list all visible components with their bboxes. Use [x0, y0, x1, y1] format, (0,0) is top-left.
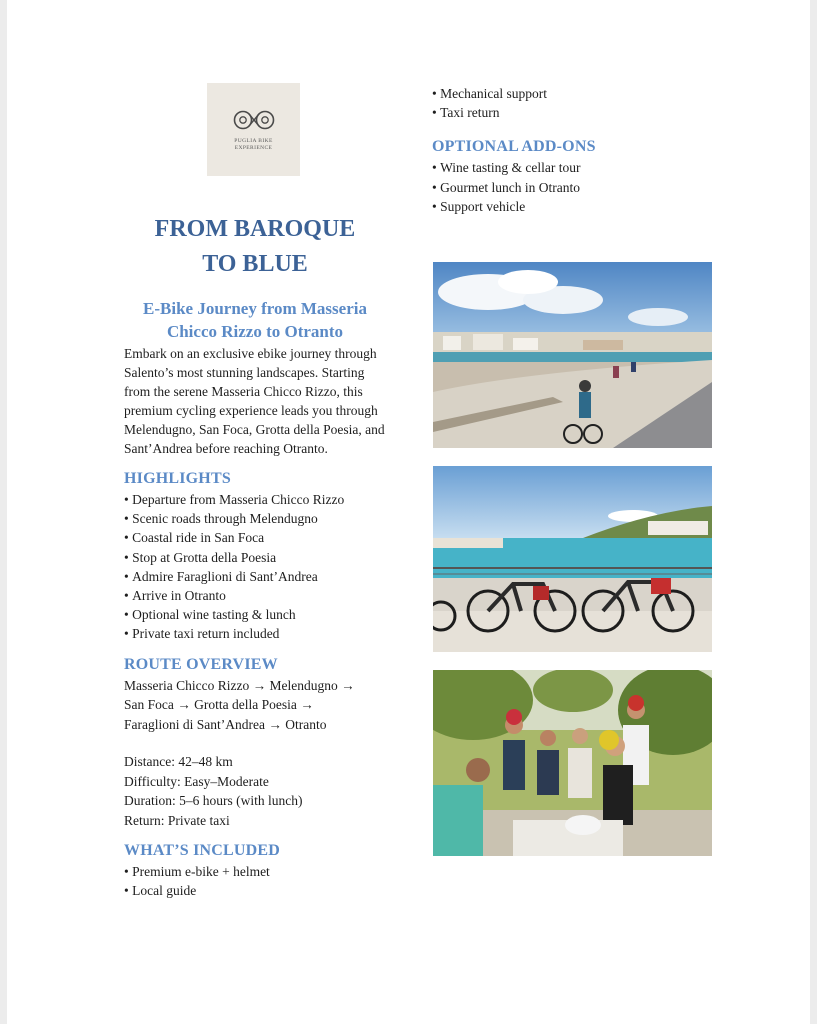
highlights-list	[124, 490, 386, 644]
page-title	[124, 212, 386, 282]
list-item: • Stop at Grotta della Poesia	[124, 548, 386, 567]
stat-difficulty: Difficulty: Easy–Moderate	[124, 773, 269, 789]
list-item: • Scenic roads through Melendugno	[124, 509, 386, 528]
route-stats	[124, 752, 386, 830]
list-item: • Local guide	[124, 881, 386, 900]
list-item: • Coastal ride in San Foca	[124, 528, 386, 547]
title-line-2: TO BLUE	[202, 251, 308, 277]
route-line: San Foca → Grotta della Poesia →	[124, 697, 314, 713]
brand-logo	[207, 83, 300, 176]
list-item: • Mechanical support	[432, 84, 712, 103]
addons-list	[432, 158, 712, 216]
included-heading: WHAT’S INCLUDED	[124, 842, 281, 860]
list-item: • Premium e-bike + helmet	[124, 862, 386, 881]
list-item: • Support vehicle	[432, 197, 712, 216]
list-item: • Departure from Masseria Chicco Rizzo	[124, 490, 386, 509]
photo-ebikes-seaside	[433, 466, 712, 652]
page-subtitle	[124, 297, 386, 343]
page-edge-right	[810, 0, 817, 1024]
list-item: • Private taxi return included	[124, 624, 386, 643]
list-item: • Arrive in Otranto	[124, 586, 386, 605]
intro-paragraph: Embark on an exclusive ebike journey through Salento’s most stunning landscapes. Starting from the serene Masseria Chicco Rizzo, this premium cycling experience leads you through Melendugno, San Foca, Grotta della Poesia, and Sant’Andrea before reaching Otranto.	[124, 346, 385, 456]
list-item: • Optional wine tasting & lunch	[124, 605, 386, 624]
list-item: • Wine tasting & cellar tour	[432, 158, 712, 177]
left-column	[124, 212, 386, 901]
photo-coastal-ride	[433, 262, 712, 448]
stat-return: Return: Private taxi	[124, 812, 230, 828]
route-description	[124, 676, 386, 735]
route-heading: ROUTE OVERVIEW	[124, 655, 278, 673]
highlights-heading: HIGHLIGHTS	[124, 470, 231, 487]
included-list-part-1	[124, 862, 386, 900]
page-edge-left	[0, 0, 7, 1024]
included-list-part-2	[432, 84, 712, 122]
list-item: • Taxi return	[432, 103, 712, 122]
route-line: Faraglioni di Sant’Andrea → Otranto	[124, 716, 327, 732]
photo-group-riders	[433, 670, 712, 856]
subtitle-line-2: Chicco Rizzo to Otranto	[166, 322, 344, 341]
subtitle-line-1: E-Bike Journey from Masseria	[143, 299, 367, 318]
list-item: • Gourmet lunch in Otranto	[432, 178, 712, 197]
addons-heading: OPTIONAL ADD-ONS	[432, 138, 596, 156]
title-line-1: FROM BAROQUE	[154, 216, 356, 242]
infinity-bike-icon	[231, 108, 277, 132]
stat-duration: Duration: 5–6 hours (with lunch)	[124, 793, 303, 809]
stat-distance: Distance: 42–48 km	[124, 754, 233, 770]
list-item: • Admire Faraglioni di Sant’Andrea	[124, 567, 386, 586]
logo-wordmark: PUGLIA BIKE EXPERIENCE	[234, 137, 273, 151]
route-line: Masseria Chicco Rizzo → Melendugno →	[124, 677, 355, 693]
right-column	[432, 84, 712, 216]
